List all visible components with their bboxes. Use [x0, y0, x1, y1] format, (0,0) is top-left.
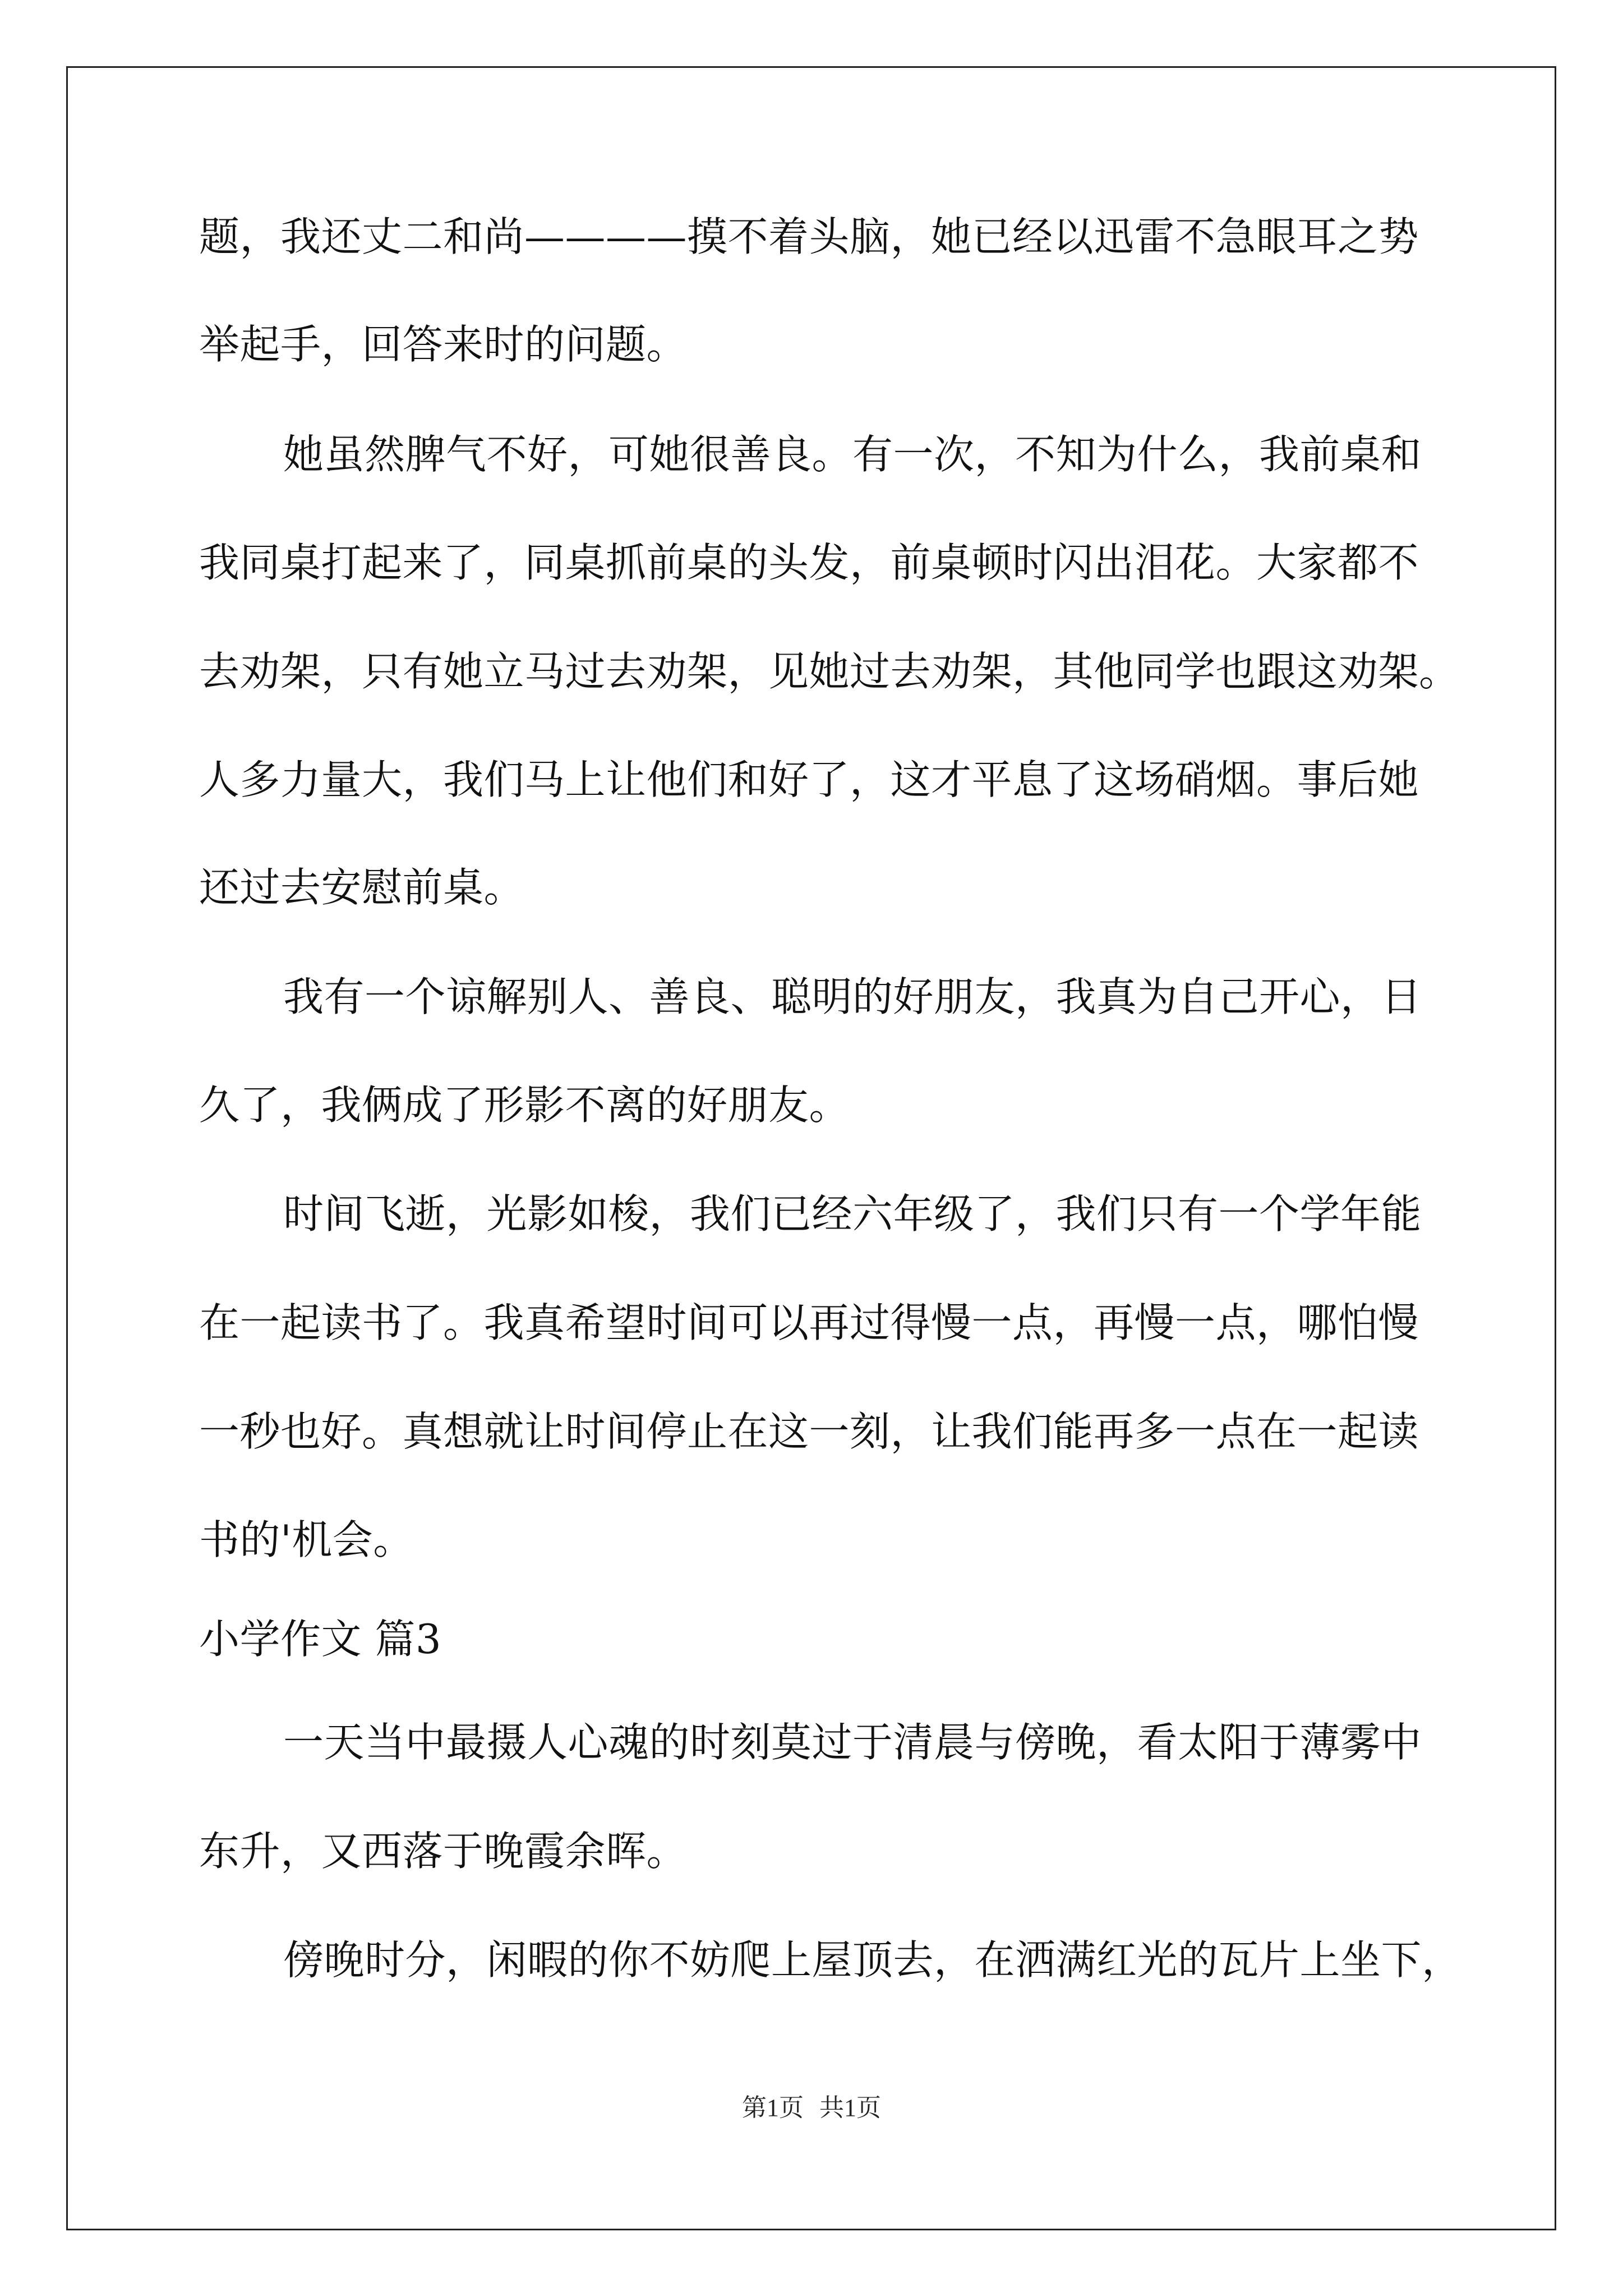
paragraph-start-line: 傍晚时分，闲暇的你不妨爬上屋顶去，在洒满红光的瓦片上坐下， [283, 1936, 1463, 1984]
text-line-16: 东升，又西落于晚霞余晖。 [199, 1828, 688, 1875]
page-number-total: 共1页 [819, 2094, 881, 2122]
text-line-2: 举起手，回答来时的问题。 [199, 321, 688, 368]
paragraph-start-line: 时间飞逝，光影如梭，我们已经六年级了，我们只有一个学年能 [283, 1190, 1422, 1237]
text-line-13: 书的'机会。 [199, 1516, 414, 1563]
text-line-11: 在一起读书了。我真希望时间可以再过得慢一点，再慢一点，哪怕慢 [199, 1299, 1419, 1346]
text-line-1: 题，我还丈二和尚————摸不着头脑，她已经以迅雷不急眼耳之势 [199, 213, 1419, 260]
text-line-6: 人多力量大，我们马上让他们和好了，这才平息了这场硝烟。事后她 [199, 756, 1419, 803]
paragraph-start-line: 一天当中最摄人心魂的时刻莫过于清晨与傍晚，看太阳于薄雾中 [283, 1719, 1422, 1766]
text-line-12: 一秒也好。真想就让时间停止在这一刻，让我们能再多一点在一起读 [199, 1408, 1419, 1455]
text-line-5: 去劝架，只有她立马过去劝架，见她过去劝架，其他同学也跟这劝架。 [199, 648, 1460, 695]
paragraph-start-line: 她虽然脾气不好，可她很善良。有一次，不知为什么，我前桌和 [283, 431, 1422, 478]
text-line-9: 久了，我俩成了形影不离的好朋友。 [199, 1082, 850, 1129]
page-footer [0, 2091, 1623, 2125]
text-line-4: 我同桌打起来了，同桌抓前桌的头发，前桌顿时闪出泪花。大家都不 [199, 539, 1419, 586]
paragraph-start-line: 我有一个谅解别人、善良、聪明的好朋友，我真为自己开心，日 [283, 973, 1422, 1020]
text-line-7: 还过去安慰前桌。 [199, 864, 525, 911]
section-heading: 小学作文 篇3 [199, 1616, 442, 1663]
page-border [66, 66, 1556, 2230]
page-number-current: 第1页 [742, 2094, 804, 2122]
